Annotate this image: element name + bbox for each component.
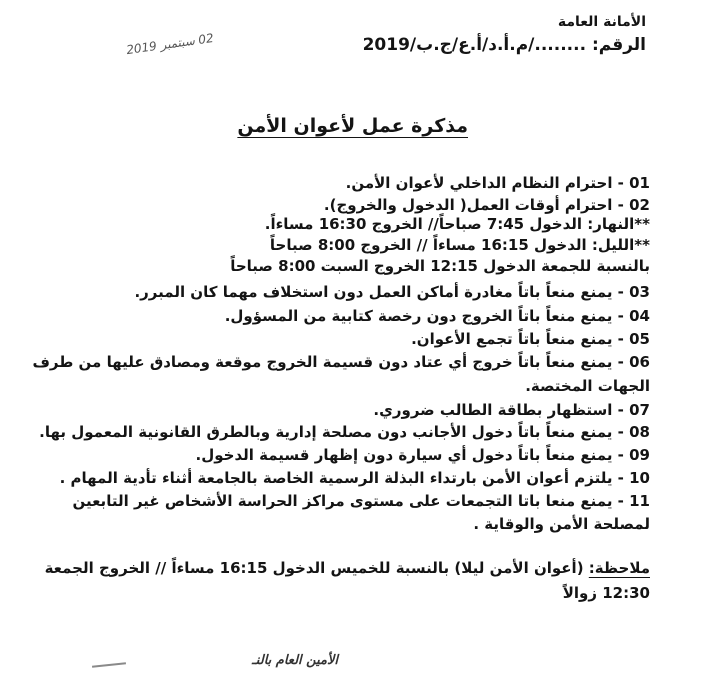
item-02-text: 02 - احترام أوقات العمل( الدخول والخروج).	[323, 196, 650, 214]
note-line	[45, 557, 650, 579]
item-11-text: 11 - يمنع منعا باتا التجمعات على مستوى مراكز الحراسة الأشخاص غير التابعين	[72, 492, 650, 510]
friday-hours: بالنسبة للجمعة الدخول 12:15 الخروج السبت 8:00 صباحاً	[230, 257, 650, 275]
organization-name: الأمانة العامة	[557, 14, 646, 30]
item-04-text: 04 - يمنع منعاً باتاً الخروج دون رخصة كتابية من المسؤول.	[224, 307, 650, 325]
item-05-text: 05 - يمنع منعاً باتاً تجمع الأعوان.	[411, 330, 650, 348]
item-06-continuation: الجهات المختصة.	[525, 377, 650, 395]
item-09-text: 09 - يمنع منعاً باتاً دخول أي سيارة دون إظهار قسيمة الدخول.	[195, 446, 650, 464]
item-11-continuation: لمصلحة الأمن والوقاية .	[473, 515, 650, 533]
daytime-hours: **النهار: الدخول 7:45 صباحاً// الخروج 16:30 مساءاً.	[264, 215, 650, 233]
item-08-text: 08 - يمنع منعاً باتاً دخول الأجانب دون مصلحة إدارية وبالطرق القانونية المعمول بها.	[39, 423, 650, 441]
item-07-text: 07 - استظهار بطاقة الطالب ضروري.	[373, 401, 650, 419]
memo-title: مذكرة عمل لأعوان الأمن	[237, 115, 468, 137]
note-text: (أعوان الأمن ليلا) بالنسبة للخميس الدخول 16:15 مساءاً // الخروج الجمعة	[44, 559, 584, 577]
item-10-text: 10 - يلتزم أعوان الأمن بارتداء البذلة الرسمية الخاصة بالجامعة أثناء تأدية المهام .	[59, 469, 650, 487]
reference-number: الرقم: ......../م.أ.د/أ.ع/ج.ب/2019	[362, 35, 646, 55]
note-label: ملاحظة:	[588, 559, 650, 577]
item-01-text: 01 - احترام النظام الداخلي لأعوان الأمن.	[345, 174, 650, 192]
signature-stroke	[92, 662, 126, 668]
signature-title: الأمين العام بالنـ	[252, 653, 338, 668]
item-03-text: 03 - يمنع منعاً باتاً مغادرة أماكن العمل دون استخلاف مهما كان المبرر.	[134, 283, 650, 301]
item-06-text: 06 - يمنع منعاً باتاً خروج أي عتاد دون قسيمة الخروج موقعة ومصادق عليها من طرف	[32, 353, 650, 371]
night-hours: **الليل: الدخول 16:15 مساءاً // الخروج 8:00 صباحاً	[269, 236, 650, 254]
note-continuation: 12:30 زوالاً	[562, 584, 650, 602]
date-stamp: 02 سبتمبر 2019	[125, 30, 215, 58]
